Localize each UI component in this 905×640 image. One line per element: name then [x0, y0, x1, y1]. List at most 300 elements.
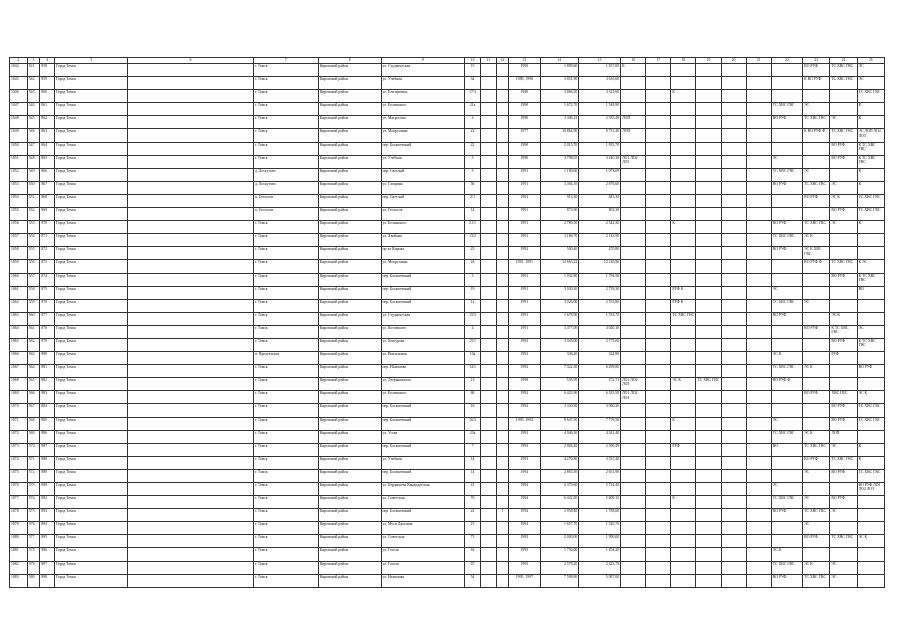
table-cell: 1991 — [509, 221, 540, 234]
table-row — [10, 194, 885, 207]
table-cell — [671, 430, 696, 443]
table-cell: ЭС К — [803, 430, 830, 443]
table-cell — [646, 312, 671, 325]
column-header: 7 — [253, 58, 318, 64]
column-header: 14 — [540, 58, 579, 64]
table-cell: ул. Учебная — [381, 155, 465, 168]
table-cell: 874 — [40, 273, 55, 286]
table-cell: 888 — [40, 456, 55, 469]
column-header: 12 — [496, 58, 509, 64]
table-cell — [496, 338, 509, 351]
table-cell: Город Томск — [54, 522, 127, 535]
table-cell: К — [671, 496, 696, 509]
table-cell: 1991 — [509, 208, 540, 221]
table-cell: пер. Богашевский — [381, 469, 465, 482]
table-cell: пер. Богашевский — [381, 404, 465, 417]
table-cell: 12 245,80 — [579, 260, 621, 273]
table-cell: 2 773,00 — [579, 338, 621, 351]
table-cell — [746, 260, 771, 273]
table-cell — [721, 352, 746, 365]
table-cell: 1992 — [509, 391, 540, 404]
table-cell: 1067 — [10, 365, 28, 378]
table-cell: 549 — [27, 168, 40, 181]
table-cell — [671, 194, 696, 207]
table-cell: г. Томск — [253, 64, 318, 77]
table-cell — [646, 299, 671, 312]
table-cell: ул. Советская — [381, 535, 465, 548]
table-row — [10, 365, 885, 378]
table-cell — [696, 443, 721, 456]
table-cell: 1 750,00 — [540, 548, 579, 561]
table-cell — [646, 116, 671, 129]
table-cell: г. Томск — [253, 77, 318, 90]
table-cell — [128, 234, 254, 247]
table-cell: Кировский район — [318, 456, 381, 469]
table-cell: 16/3 — [465, 417, 481, 430]
table-cell: 5 — [465, 273, 481, 286]
table-cell: 558 — [27, 286, 40, 299]
table-row — [10, 181, 885, 194]
table-cell — [696, 155, 721, 168]
table-cell: 880 — [40, 352, 55, 365]
table-cell — [480, 129, 496, 142]
table-cell: 1075 — [10, 469, 28, 482]
table-cell: Кировский район — [318, 286, 381, 299]
table-cell — [746, 129, 771, 142]
table-cell — [646, 273, 671, 286]
table-row — [10, 456, 885, 469]
table-cell: ЭС К — [830, 312, 857, 325]
table-cell — [128, 404, 254, 417]
table-cell — [830, 522, 857, 535]
table-cell: Кировский район — [318, 299, 381, 312]
table-cell: ул. Гоголя — [381, 561, 465, 574]
table-cell: ТС ХВС ГВС — [771, 234, 802, 247]
table-cell — [771, 129, 802, 142]
table-cell: 858 — [40, 64, 55, 77]
table-cell — [646, 64, 671, 77]
table-cell — [480, 548, 496, 561]
table-cell — [621, 535, 646, 548]
table-cell: 876 — [40, 299, 55, 312]
table-cell: 15/1 — [465, 338, 481, 351]
table-cell — [671, 103, 696, 116]
table-cell: г. Томск — [253, 456, 318, 469]
table-cell — [621, 496, 646, 509]
table-cell: 4 946,30 — [540, 430, 579, 443]
table-cell — [621, 90, 646, 103]
table-cell: 63 — [465, 548, 481, 561]
table-cell: 896 — [40, 548, 55, 561]
table-cell: 4 270,80 — [540, 456, 579, 469]
table-row — [10, 168, 885, 181]
table-cell: 1998 — [509, 378, 540, 391]
table-cell: ЭС — [803, 103, 830, 116]
table-cell: 1994 — [509, 509, 540, 522]
table-cell — [696, 509, 721, 522]
table-cell: Город Томск — [54, 221, 127, 234]
table-cell: 1062 — [10, 299, 28, 312]
table-cell — [857, 299, 884, 312]
table-cell: ЭС К — [830, 194, 857, 207]
table-row — [10, 247, 885, 260]
table-cell: г. Томск — [253, 535, 318, 548]
table-cell: г. Томск — [253, 404, 318, 417]
table-cell — [621, 522, 646, 535]
table-cell: К — [857, 456, 884, 469]
column-header: 17 — [646, 58, 671, 64]
table-cell: ВО РУФ — [803, 535, 830, 548]
table-cell: 873 — [40, 260, 55, 273]
table-cell: г. Томск — [253, 312, 318, 325]
table-cell: 1 889,60 — [540, 64, 579, 77]
table-cell: 336,20 — [540, 352, 579, 365]
table-cell: 1991 — [509, 325, 540, 338]
table-cell — [803, 483, 830, 496]
table-cell: ТС ХВС ГВС — [857, 208, 884, 221]
table-cell — [480, 286, 496, 299]
table-cell — [696, 77, 721, 90]
table-cell — [803, 142, 830, 155]
table-cell — [671, 64, 696, 77]
table-cell: ЭС — [830, 443, 857, 456]
table-cell — [646, 194, 671, 207]
table-cell — [671, 535, 696, 548]
table-cell: ВО РУФ ЛО1 ЛО2 ЛО3 — [857, 483, 884, 496]
table-cell: 4 341,40 — [579, 430, 621, 443]
table-row — [10, 299, 885, 312]
table-cell — [696, 181, 721, 194]
table-cell: 875 — [40, 286, 55, 299]
table-cell: г. Томск — [253, 247, 318, 260]
table-cell — [496, 574, 509, 587]
table-cell: 73 — [465, 535, 481, 548]
table-cell — [480, 168, 496, 181]
table-cell: Кировский район — [318, 234, 381, 247]
table-cell — [721, 574, 746, 587]
table-cell — [746, 365, 771, 378]
table-cell — [830, 234, 857, 247]
table-cell: ТС ХВС ГВС — [803, 443, 830, 456]
table-cell: Город Томск — [54, 234, 127, 247]
table-cell: ТС ХВС ГВС — [830, 260, 857, 273]
table-cell: 1046 — [10, 90, 28, 103]
table-cell — [128, 90, 254, 103]
table-cell — [128, 561, 254, 574]
column-header: 18 — [671, 58, 696, 64]
table-cell — [696, 325, 721, 338]
table-cell: Кировский район — [318, 352, 381, 365]
table-cell — [696, 352, 721, 365]
table-cell: ВО РУФ — [803, 325, 830, 338]
table-cell — [128, 273, 254, 286]
table-cell: ул. Матросова — [381, 116, 465, 129]
table-cell: 4 — [465, 116, 481, 129]
table-cell — [746, 430, 771, 443]
table-cell — [621, 194, 646, 207]
table-cell — [496, 391, 509, 404]
table-cell — [696, 312, 721, 325]
table-cell: 556 — [27, 260, 40, 273]
column-header: 9 — [381, 58, 465, 64]
table-cell: 546 — [27, 129, 40, 142]
table-cell: ВО РУФ — [803, 194, 830, 207]
table-cell: Кировский район — [318, 194, 381, 207]
table-cell — [721, 181, 746, 194]
table-cell: 843,30 — [579, 194, 621, 207]
table-row — [10, 103, 885, 116]
table-cell — [771, 77, 802, 90]
table-cell: пер. Богашевский — [381, 443, 465, 456]
table-cell: Кировский район — [318, 64, 381, 77]
table-cell: 21/1 — [465, 221, 481, 234]
table-cell — [646, 509, 671, 522]
table-cell — [128, 221, 254, 234]
table-cell: 1977 — [509, 129, 540, 142]
table-cell — [646, 208, 671, 221]
table-cell — [721, 129, 746, 142]
table-cell: 1990 — [509, 64, 540, 77]
table-cell: ТС ХВС ГВС — [671, 312, 696, 325]
table-cell: 576 — [27, 522, 40, 535]
table-cell: д. Лоскутово — [253, 181, 318, 194]
table-cell: ул. Кошурова — [381, 338, 465, 351]
table-cell — [746, 391, 771, 404]
table-cell — [480, 509, 496, 522]
table-cell — [671, 208, 696, 221]
table-cell: Город Томск — [54, 208, 127, 221]
table-cell: 13/2 — [465, 234, 481, 247]
table-cell: ЭС — [771, 483, 802, 496]
table-cell: 2 015,70 — [540, 142, 579, 155]
table-cell — [746, 509, 771, 522]
table-cell — [803, 548, 830, 561]
table-cell — [621, 234, 646, 247]
table-cell — [803, 208, 830, 221]
table-cell — [128, 509, 254, 522]
table-cell — [480, 456, 496, 469]
table-row — [10, 260, 885, 273]
table-cell: Кировский район — [318, 247, 381, 260]
table-row — [10, 208, 885, 221]
table-cell — [496, 168, 509, 181]
table-cell — [671, 509, 696, 522]
table-cell: 5 987,00 — [579, 574, 621, 587]
table-cell: 873,90 — [540, 208, 579, 221]
table-cell: ЭС К — [803, 365, 830, 378]
table-cell: 9 731,40 — [579, 129, 621, 142]
table-cell — [646, 404, 671, 417]
table-cell: 14 — [465, 456, 481, 469]
table-cell — [496, 496, 509, 509]
table-cell — [671, 456, 696, 469]
table-cell — [671, 325, 696, 338]
table-cell: 884 — [40, 404, 55, 417]
table-cell: пер. Богашевский — [381, 299, 465, 312]
table-cell: 1059 — [10, 260, 28, 273]
table-cell — [721, 116, 746, 129]
table-cell — [746, 299, 771, 312]
table-cell — [746, 338, 771, 351]
table-cell: К — [857, 221, 884, 234]
table-cell: Город Томск — [54, 496, 127, 509]
table-cell: Кировский район — [318, 129, 381, 142]
table-cell: К — [671, 417, 696, 430]
table-row — [10, 90, 885, 103]
table-cell — [128, 574, 254, 587]
table-cell: 1 990,00 — [579, 535, 621, 548]
table-cell: 543 — [27, 90, 40, 103]
table-cell — [721, 509, 746, 522]
table-cell: г. Томск — [253, 103, 318, 116]
table-cell: 2 651,90 — [579, 469, 621, 482]
table-cell — [128, 365, 254, 378]
table-cell: 3 477,00 — [540, 325, 579, 338]
table-cell: 567 — [27, 404, 40, 417]
table-cell — [621, 456, 646, 469]
table-cell — [830, 365, 857, 378]
table-cell: ул. Белинского — [381, 391, 465, 404]
table-cell: ВО РУФ — [857, 365, 884, 378]
table-cell — [128, 260, 254, 273]
table-cell: пер. Светлый — [381, 168, 465, 181]
table-cell — [496, 535, 509, 548]
table-cell: 1991 — [509, 168, 540, 181]
table-cell — [721, 535, 746, 548]
table-cell — [496, 273, 509, 286]
table-cell: 1045 — [10, 77, 28, 90]
table-cell — [830, 483, 857, 496]
table-cell: 3 026,00 — [540, 299, 579, 312]
table-cell — [128, 469, 254, 482]
table-cell — [696, 535, 721, 548]
table-cell — [128, 168, 254, 181]
table-cell — [128, 247, 254, 260]
table-cell: 1991 — [509, 312, 540, 325]
table-cell: 565 — [27, 378, 40, 391]
table-cell — [621, 574, 646, 587]
table-cell — [857, 496, 884, 509]
table-cell — [671, 404, 696, 417]
table-cell: Город Томск — [54, 273, 127, 286]
table-cell: ул. Хвойная — [381, 234, 465, 247]
table-cell: г. Томск — [253, 273, 318, 286]
table-cell: 870 — [40, 221, 55, 234]
table-row — [10, 561, 885, 574]
table-cell — [721, 404, 746, 417]
table-cell: ТС ХВС ГВС — [830, 64, 857, 77]
table-cell — [857, 352, 884, 365]
table-cell — [696, 129, 721, 142]
table-cell: Город Томск — [54, 548, 127, 561]
table-cell: К ТС ХВС ГВС — [857, 142, 884, 155]
table-cell — [480, 325, 496, 338]
table-cell: Кировский район — [318, 208, 381, 221]
table-cell: 1991 — [509, 286, 540, 299]
table-cell: 1051 — [10, 155, 28, 168]
table-cell: Кировский район — [318, 574, 381, 587]
table-cell: ул. Геологов — [381, 208, 465, 221]
table-cell: 3 030,20 — [540, 286, 579, 299]
table-cell: 41 — [465, 483, 481, 496]
table-cell: ТС ХВС ГВС — [771, 168, 802, 181]
table-cell: г. Томск — [253, 365, 318, 378]
table-cell: 16 — [465, 404, 481, 417]
table-cell: ул. Студенческая — [381, 64, 465, 77]
table-cell: Город Томск — [54, 286, 127, 299]
table-cell — [480, 522, 496, 535]
table-cell — [496, 443, 509, 456]
table-row — [10, 116, 885, 129]
table-cell: ЭС — [803, 299, 830, 312]
table-cell — [621, 469, 646, 482]
table-cell — [721, 194, 746, 207]
table-cell: 557 — [27, 273, 40, 286]
table-cell: 3 798,05 — [540, 155, 579, 168]
table-cell: ЭС — [830, 181, 857, 194]
table-cell: ЭС — [830, 221, 857, 234]
table-cell: ВО РУФ — [803, 456, 830, 469]
table-cell: г. Томск — [253, 430, 318, 443]
table-cell: ТС ХВС ГВС — [857, 404, 884, 417]
table-cell: Кировский район — [318, 155, 381, 168]
table-cell — [696, 116, 721, 129]
table-cell: Кировский район — [318, 496, 381, 509]
table-cell — [696, 365, 721, 378]
table-cell: ТС ХВС ГВС — [830, 129, 857, 142]
table-cell — [721, 496, 746, 509]
table-cell: ЭС К — [803, 234, 830, 247]
table-cell — [496, 103, 509, 116]
table-cell — [696, 299, 721, 312]
table-cell — [480, 142, 496, 155]
table-cell — [830, 90, 857, 103]
table-cell: ЛО1 ЛО2 ЛО3 — [621, 378, 646, 391]
table-cell — [721, 561, 746, 574]
table-cell: ВО — [771, 443, 802, 456]
table-cell: 1 454,20 — [579, 548, 621, 561]
table-cell: ул. Елизаровых — [381, 90, 465, 103]
table-cell: РУФ — [671, 443, 696, 456]
table-cell — [646, 168, 671, 181]
table-cell: ЛО1 ЛО2 ЛО3 — [621, 391, 646, 404]
table-cell: ВО РУФ — [830, 155, 857, 168]
table-row — [10, 496, 885, 509]
table-cell — [480, 443, 496, 456]
table-cell: г. Томск — [253, 483, 318, 496]
table-cell: К ТС ХВС ГВС — [857, 338, 884, 351]
table-cell — [646, 221, 671, 234]
table-cell — [496, 404, 509, 417]
table-cell: Кировский район — [318, 77, 381, 90]
table-row — [10, 535, 885, 548]
table-cell: 1 678,90 — [540, 312, 579, 325]
table-cell — [621, 509, 646, 522]
table-cell: 1994 — [509, 522, 540, 535]
table-cell: ул. Белинского — [381, 103, 465, 116]
table-cell — [671, 522, 696, 535]
table-cell: г. Томск — [253, 496, 318, 509]
table-cell — [746, 208, 771, 221]
table-cell: Город Томск — [54, 483, 127, 496]
table-cell: Город Томск — [54, 417, 127, 430]
table-cell — [830, 299, 857, 312]
table-cell: ТС ХВС ГВС — [857, 469, 884, 482]
table-cell — [128, 483, 254, 496]
table-cell — [671, 338, 696, 351]
table-cell — [496, 181, 509, 194]
table-cell — [696, 430, 721, 443]
